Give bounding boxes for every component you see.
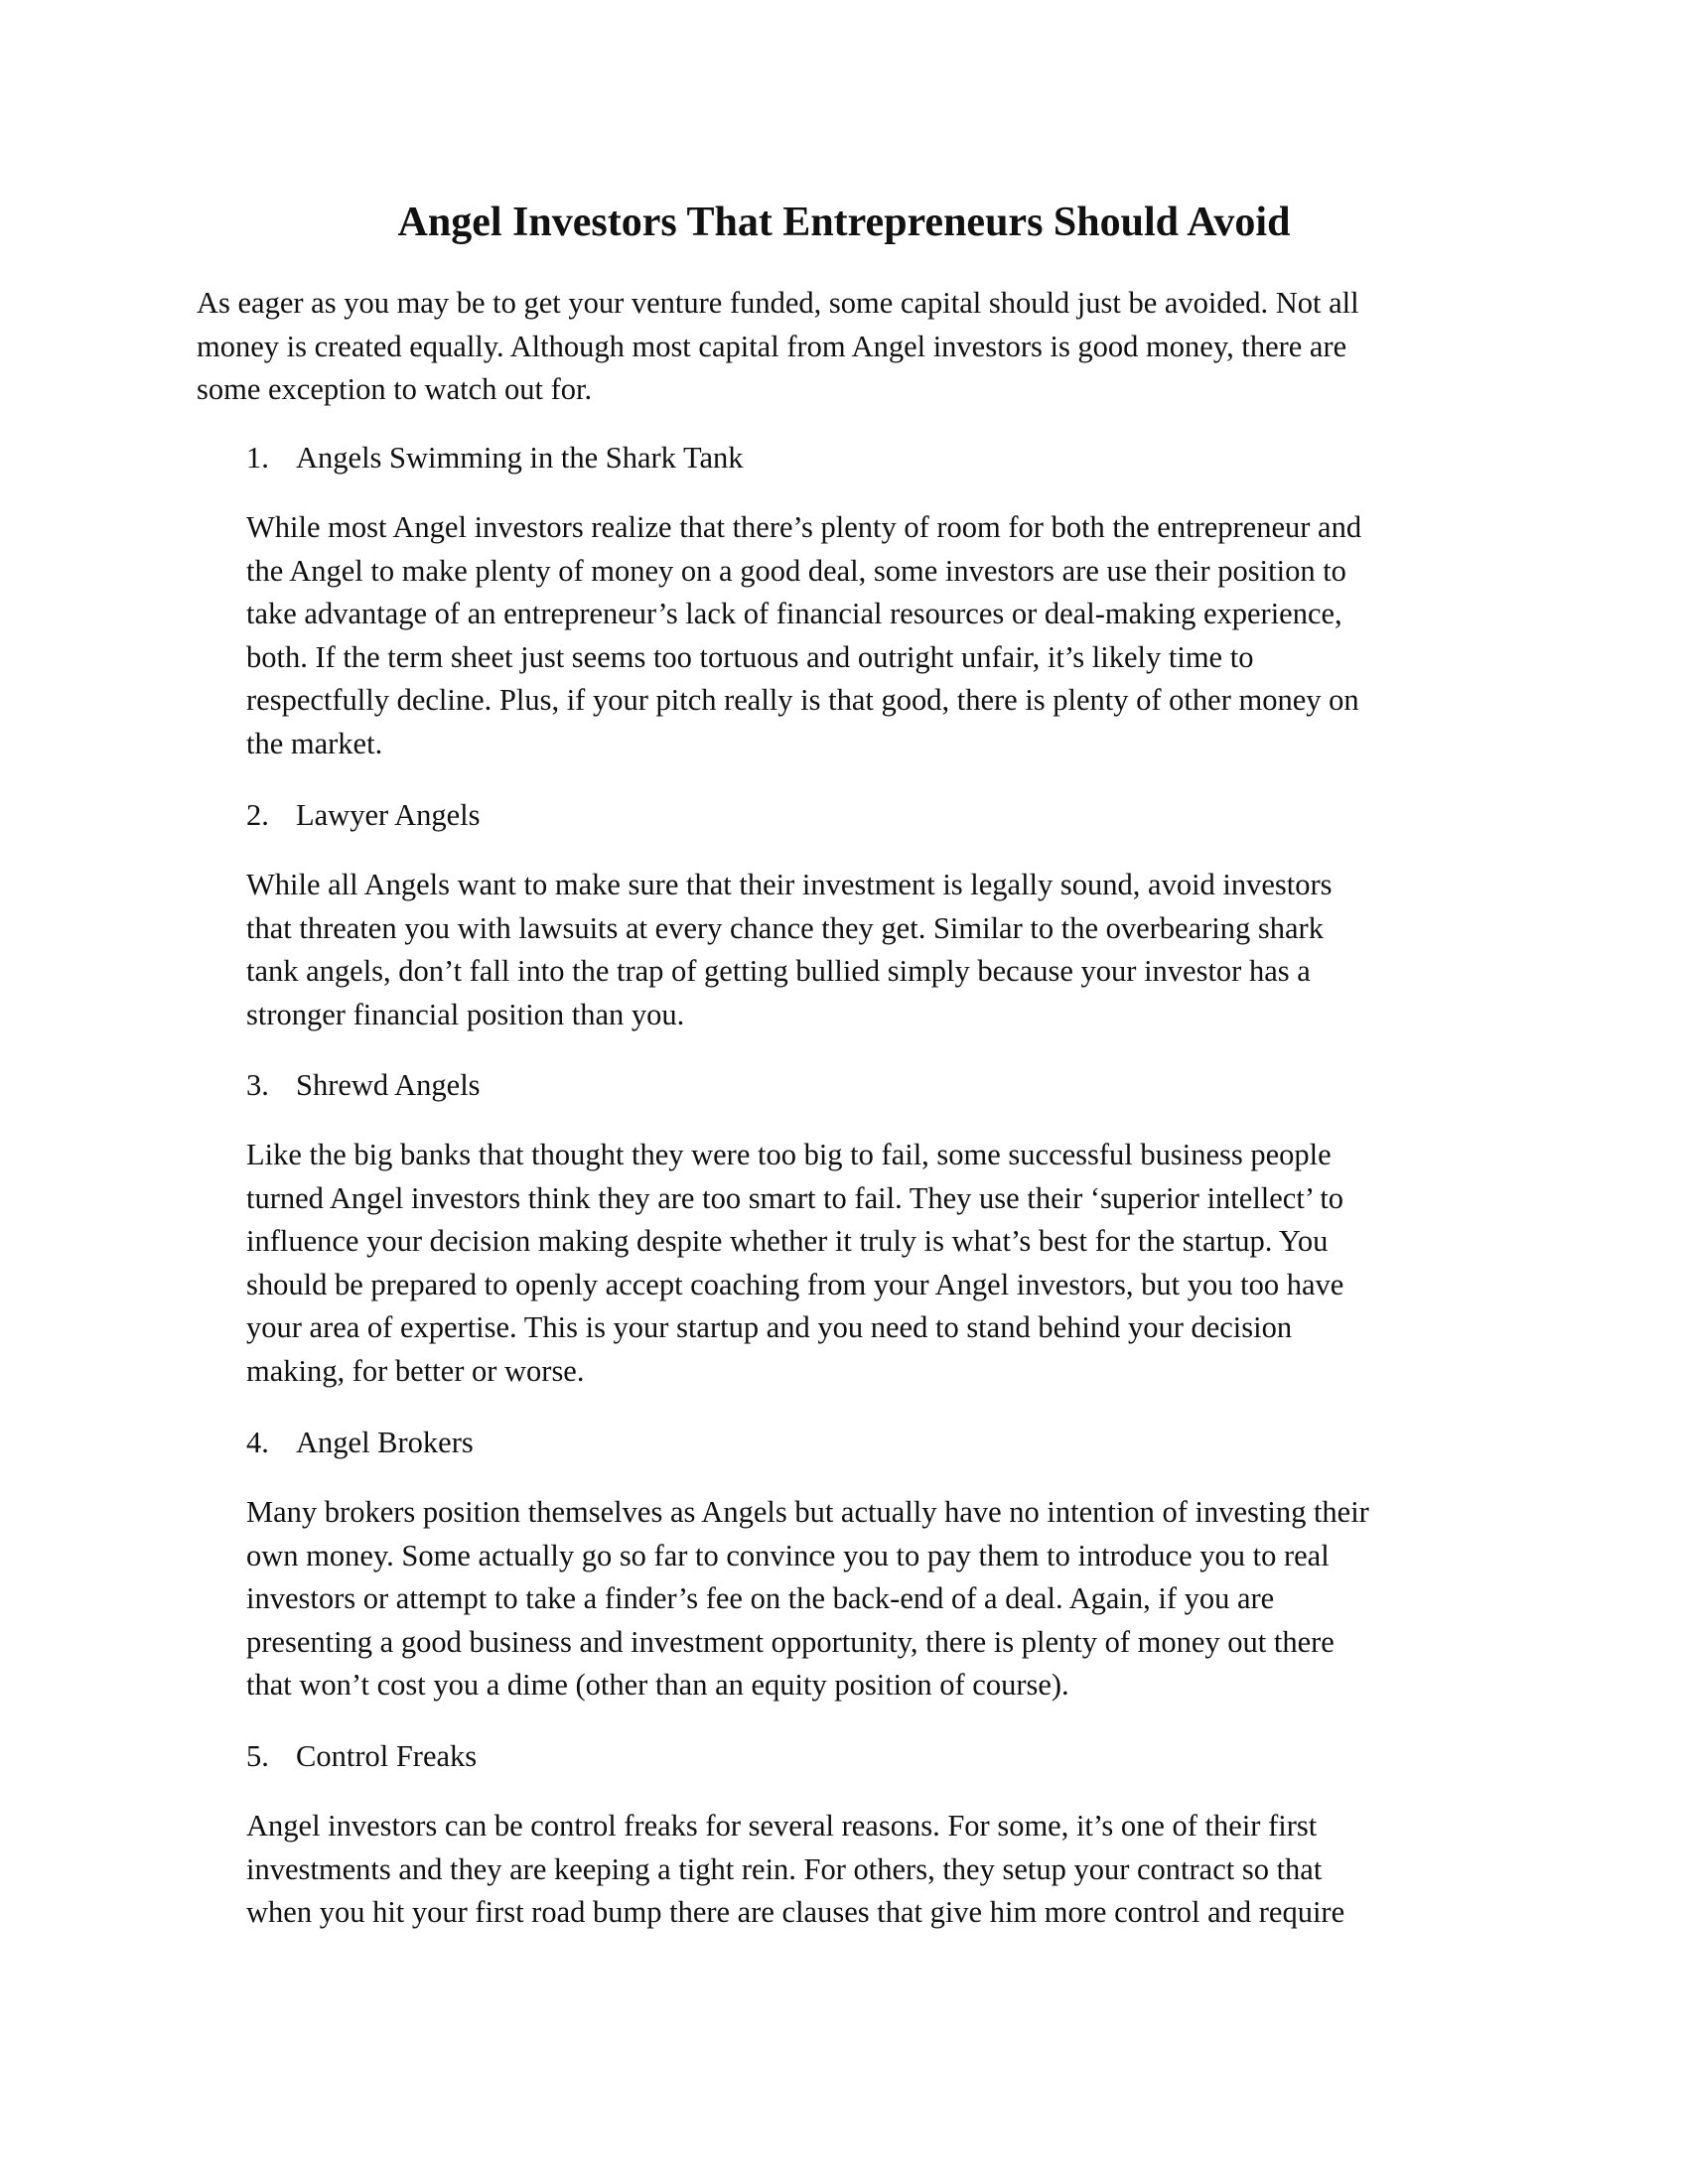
list-item-title: Control Freaks xyxy=(296,1739,478,1773)
intro-line: some exception to watch out for. xyxy=(197,372,593,406)
paragraph-line: that won’t cost you a dime (other than an equity position of course). xyxy=(246,1668,1069,1702)
list-item-title: Shrewd Angels xyxy=(296,1068,481,1102)
list-item-heading xyxy=(246,794,481,838)
paragraph-line: turned Angel investors think they are too smart to fail. They use their ‘superior intellect’ to xyxy=(246,1180,1344,1215)
paragraph-line: own money. Some actually go so far to convince you to pay them to introduce you to real xyxy=(246,1538,1330,1572)
paragraph-line: respectfully decline. Plus, if your pitch really is that good, there is plenty of other money on xyxy=(246,683,1359,717)
list-item-heading xyxy=(246,1422,474,1465)
list-item-heading xyxy=(246,1735,477,1779)
paragraph-line: While all Angels want to make sure that their investment is legally sound, avoid investors xyxy=(246,868,1333,901)
document-title: Angel Investors That Entrepreneurs Should Avoid xyxy=(397,200,1291,245)
list-item-paragraph xyxy=(246,506,1499,765)
intro-line: money is created equally. Although most capital from Angel investors is good money, there are xyxy=(197,329,1347,363)
paragraph-line: tank angels, don’t fall into the trap of getting bullied simply because your investor has a xyxy=(246,954,1311,988)
paragraph-line: presenting a good business and investment opportunity, there is plenty of money out there xyxy=(246,1624,1335,1659)
intro-line: As eager as you may be to get your venture funded, some capital should just be avoided. Not all xyxy=(197,286,1359,320)
list-item-title: Lawyer Angels xyxy=(296,798,481,832)
paragraph-line: should be prepared to openly accept coaching from your Angel investors, but you too have xyxy=(246,1267,1344,1301)
list-item-paragraph xyxy=(246,1491,1499,1707)
paragraph-line: the Angel to make plenty of money on a good deal, some investors are use their position to xyxy=(246,553,1346,588)
paragraph-line: the market. xyxy=(246,726,383,760)
paragraph-line: Like the big banks that thought they were too big to fail, some successful business people xyxy=(246,1138,1332,1171)
list-item-number: 5. xyxy=(246,1739,269,1773)
paragraph-line: influence your decision making despite whether it truly is what’s best for the startup. You xyxy=(246,1224,1329,1258)
paragraph-line: stronger financial position than you. xyxy=(246,997,685,1031)
paragraph-line: when you hit your first road bump there are clauses that give him more control and require xyxy=(246,1895,1345,1929)
paragraph-line: that threaten you with lawsuits at every chance they get. Similar to the overbearing shark xyxy=(246,910,1324,945)
list-item-number: 1. xyxy=(246,441,269,475)
paragraph-line: Angel investors can be control freaks for several reasons. For some, it’s one of their first xyxy=(246,1809,1318,1843)
paragraph-line: making, for better or worse. xyxy=(246,1353,585,1388)
list-item-title: Angel Brokers xyxy=(296,1426,474,1459)
list-item-paragraph xyxy=(246,1134,1499,1393)
paragraph-line: take advantage of an entrepreneur’s lack of financial resources or deal-making experience, xyxy=(246,597,1342,630)
paragraph-line: Many brokers position themselves as Angels but actually have no intention of investing their xyxy=(246,1495,1369,1529)
list-item-number: 2. xyxy=(246,798,269,832)
list-item-title: Angels Swimming in the Shark Tank xyxy=(296,441,744,475)
paragraph-line: While most Angel investors realize that there’s plenty of room for both the entrepreneur and xyxy=(246,510,1362,544)
list-item-paragraph xyxy=(246,1805,1499,1935)
list-item-heading xyxy=(246,1064,481,1108)
list-item-number: 3. xyxy=(246,1068,269,1102)
list-item-number: 4. xyxy=(246,1426,269,1459)
paragraph-line: investors or attempt to take a finder’s fee on the back-end of a deal. Again, if you are xyxy=(246,1581,1275,1615)
intro-paragraph xyxy=(197,282,1497,412)
paragraph-line: your area of expertise. This is your startup and you need to stand behind your decision xyxy=(246,1310,1293,1344)
list-item-paragraph xyxy=(246,864,1499,1036)
paragraph-line: both. If the term sheet just seems too tortuous and outright unfair, it’s likely time to xyxy=(246,639,1254,674)
list-item-heading xyxy=(246,437,744,480)
paragraph-line: investments and they are keeping a tight rein. For others, they setup your contract so that xyxy=(246,1851,1323,1886)
